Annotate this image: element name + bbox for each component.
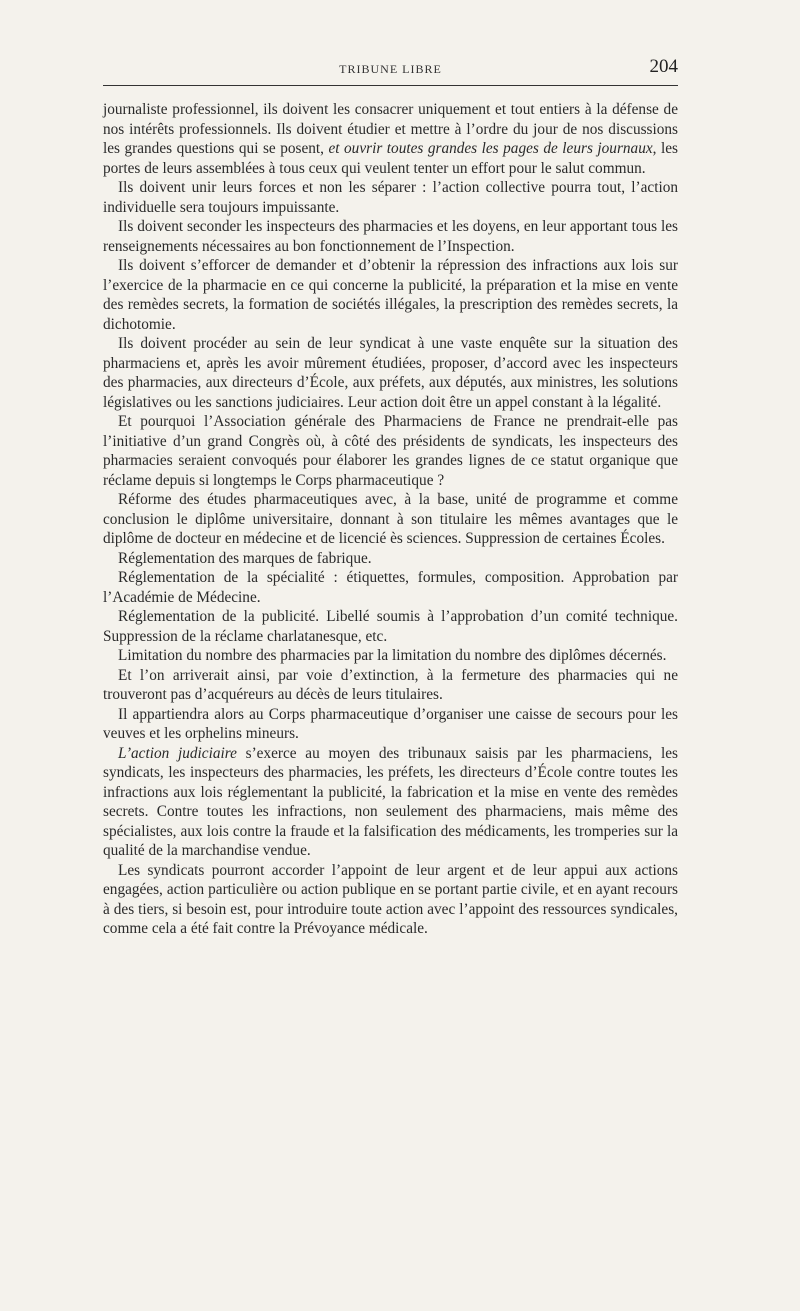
paragraph-text: Réglementation des marques de fabrique.	[118, 549, 372, 567]
paragraph-text: Limitation du nombre des pharmacies par la limitation du nombre des diplômes décernés.	[118, 647, 667, 664]
paragraph	[103, 861, 678, 939]
page-number: 204	[649, 56, 678, 77]
paragraph	[103, 568, 678, 607]
paragraph	[103, 490, 678, 549]
paragraph	[103, 256, 678, 334]
paragraph-text: Réforme des études pharmaceutiques avec, à la base, unité de programme et comme conclusion le diplôme universitaire, donnant à son titulaire les mêmes avantages que le diplôme de docteur en médecine et de licencié ès sciences. Suppression de certaines Écoles.	[103, 491, 678, 547]
paragraph	[103, 217, 678, 256]
paragraph-text: Réglementation de la publicité. Libellé soumis à l’approbation d’un comité technique. Suppression de la réclame charlatanesque, etc.	[103, 608, 678, 645]
paragraph-text: Ils doivent procéder au sein de leur syndicat à une vaste enquête sur la situation des pharmaciens et, après les avoir mûrement étudiées, proposer, d’accord avec les inspecteurs des pharmacies, aux directeurs d’École, aux préfets, aux députés, aux ministres, les solutions législatives ou les sanctions judiciaires. Leur action doit être un appel constant à la légalité.	[103, 335, 678, 411]
paragraph	[103, 549, 678, 569]
paragraph-text: journaliste professionnel, ils doivent les consacrer uniquement et tout entiers à la défense de nos intérêts professionnels. Ils doivent étudier et mettre à l’ordre du jour de nos discussions les grandes questions qui se posent,	[103, 101, 678, 157]
paragraph-text: Ils doivent s’efforcer de demander et d’obtenir la répression des infractions aux lois sur l’exercice de la pharmacie en ce qui concerne la publicité, la préparation et la mise en vente des remèdes secrets, la formation de sociétés illégales, la prescription des remèdes secrets, la dichotomie.	[103, 257, 678, 333]
paragraph-text: Ils doivent unir leurs forces et non les séparer : l’action collective pourra tout, l’action individuelle sera toujours impuissante.	[103, 179, 678, 216]
italic-text: et ouvrir toutes grandes les pages de leurs journaux	[328, 140, 653, 157]
paragraph	[103, 100, 678, 178]
paragraph-text: , les portes de leurs assemblées à tous ceux qui veulent tenter un effort pour le salut commun.	[103, 140, 678, 177]
running-header	[103, 58, 678, 88]
header-rule	[103, 85, 678, 86]
paragraph	[103, 705, 678, 744]
paragraph	[103, 334, 678, 412]
paragraph	[103, 666, 678, 705]
paragraph-text: Réglementation de la spécialité : étiquettes, formules, composition. Approbation par l’Académie de Médecine.	[103, 569, 678, 606]
paragraph-text: Ils doivent seconder les inspecteurs des pharmacies et les doyens, en leur apportant tous les renseignements nécessaires au bon fonctionnement de l’Inspection.	[103, 218, 678, 255]
paragraph	[103, 646, 678, 666]
paragraph-text: Et l’on arriverait ainsi, par voie d’extinction, à la fermeture des pharmacies qui ne trouveront pas d’acquéreurs au décès de leurs titulaires.	[103, 666, 678, 703]
paragraph	[103, 178, 678, 217]
paragraph-text: Il appartiendra alors au Corps pharmaceutique d’organiser une caisse de secours pour les veuves et les orphelins mineurs.	[103, 705, 678, 742]
paragraph-text: s’exerce au moyen des tribunaux saisis par les pharmaciens, les syndicats, les inspecteurs des pharmacies, les préfets, les directeurs d’École contre toutes les infractions aux lois réglementant la publicité, la fabrication et la mise en vente des remèdes secrets. Contre toutes les infractions, non seulement des pharmaciens, mais même des spécialistes, aux lois contre la fraude et la falsification des médicaments, les tromperies sur la qualité de la marchandise vendue.	[103, 744, 678, 859]
paragraph-text: Et pourquoi l’Association générale des Pharmaciens de France ne prendrait-elle pas l’initiative d’un grand Congrès où, à côté des présidents de syndicats, les inspecteurs des pharmacies seraient convoqués pour élaborer les grandes lignes de ce statut organique que réclame depuis si longtemps le Corps pharmaceutique ?	[103, 413, 678, 489]
italic-text: L’action judiciaire	[118, 744, 237, 762]
body-text	[103, 100, 678, 939]
paragraph	[103, 607, 678, 646]
paragraph	[103, 412, 678, 490]
paragraph	[103, 744, 678, 861]
paragraph-text: Les syndicats pourront accorder l’appoint de leur argent et de leur appui aux actions engagées, action particulière ou action publique en se portant partie civile, et en ayant recours à des tiers, si besoin est, pour introduire toute action avec l’appoint des ressources syndicales, comme cela a été fait contre la Prévoyance médicale.	[103, 861, 678, 937]
running-title: TRIBUNE LIBRE	[339, 62, 442, 76]
